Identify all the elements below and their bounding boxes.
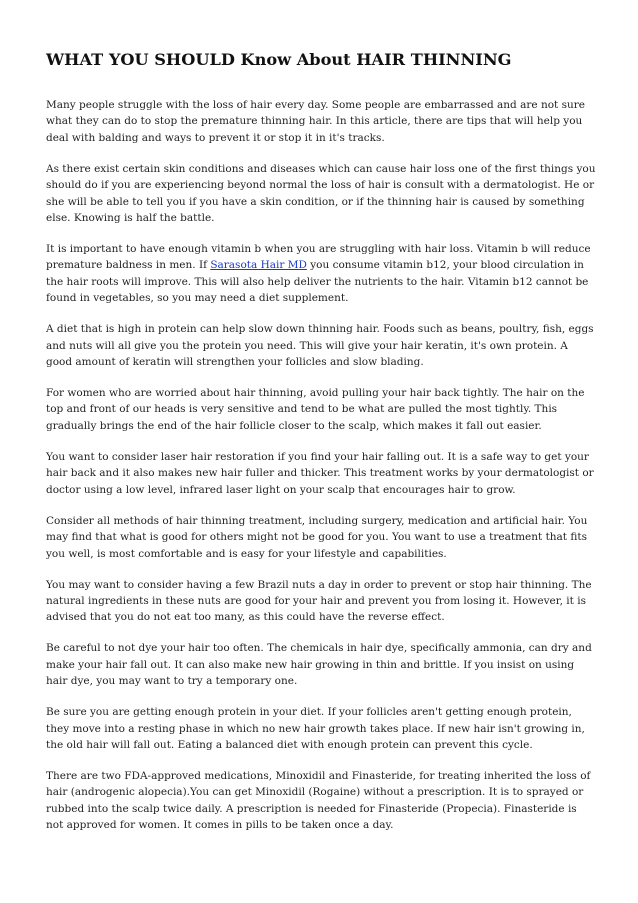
document-page bbox=[46, 50, 596, 848]
paragraph-treatment-methods: Consider all methods of hair thinning treatment, including surgery, medication and artificial hair. You may find that what is good for others might not be good for you. You want to use a treatment that fits you well, is most comfortable and is easy for your lifestyle and capabilities. bbox=[46, 514, 588, 560]
paragraph-women: For women who are worried about hair thinning, avoid pulling your hair back tightly. The hair on the top and front of our heads is very sensitive and tend to be what are pulled the most tightly. This gradually brings the end of the hair follicle closer to the scalp, which makes it fall out easier. bbox=[46, 387, 585, 432]
paragraph-vitamin-b-after: you consume vitamin b12, your blood circulation in the hair roots will improve. This will also help deliver the nutrients to the hair. Vitamin b12 cannot be found in vegetables, so you may need a diet supplement. bbox=[46, 259, 589, 305]
paragraph-laser: You want to consider laser hair restoration if you find your hair falling out. It is a safe way to get your hair back and it also makes new hair fuller and thicker. This treatment works by your dermatologist or doctor using a low level, infrared laser light on your scalp that encourages hair to grow. bbox=[46, 450, 594, 496]
paragraph-dermatologist: As there exist certain skin conditions and diseases which can cause hair loss one of the first things you should do if you are experiencing beyond normal the loss of hair is consult with a dermatologist. He or she will be able to tell you if you have a skin condition, or if the thinning hair is caused by something else. Knowing is half the battle. bbox=[46, 162, 596, 225]
paragraph-brazil-nuts: You may want to consider having a few Brazil nuts a day in order to prevent or stop hair thinning. The natural ingredients in these nuts are good for your hair and prevent you from losing it. However, it is advised that you do not eat too many, as this could have the reverse effect. bbox=[46, 578, 592, 624]
paragraph-vitamin-b-before: It is important to have enough vitamin b when you are struggling with hair loss. Vitamin b will reduce premature baldness in men. If bbox=[46, 243, 591, 272]
paragraph-intro: Many people struggle with the loss of hair every day. Some people are embarrassed and are not sure what they can do to stop the premature thinning hair. In this article, there are tips that will help you deal with balding and ways to prevent it or stop it in it's tracks. bbox=[46, 99, 585, 144]
document-title: WHAT YOU SHOULD Know About HAIR THINNING bbox=[46, 50, 512, 69]
paragraph-vitamin-b bbox=[46, 241, 596, 307]
paragraph-fda-medications: There are two FDA-approved medications, Minoxidil and Finasteride, for treating inherited the loss of hair (androgenic alopecia).You can get Minoxidil (Rogaine) without a prescription. It is to sprayed or rubbed into the scalp twice daily. A prescription is needed for Finasteride (Propecia). Finasteride is not approved for women. It comes in pills to be taken once a day. bbox=[46, 769, 591, 832]
paragraph-protein-diet: A diet that is high in protein can help slow down thinning hair. Foods such as beans, poultry, fish, eggs and nuts will all give you the protein you need. This will give your hair keratin, it's own protein. A good amount of keratin will strengthen your follicles and slow blading. bbox=[46, 323, 594, 369]
sarasota-hair-md-link[interactable]: Sarasota Hair MD bbox=[210, 259, 307, 272]
paragraph-hair-dye: Be careful to not dye your hair too often. The chemicals in hair dye, specifically ammonia, can dry and make your hair fall out. It can also make new hair growing in thin and brittle. If you insist on using hair dye, you may want to try a temporary one. bbox=[46, 642, 592, 688]
paragraph-protein-follicles: Be sure you are getting enough protein in your diet. If your follicles aren't getting enough protein, they move into a resting phase in which no new hair growth takes place. If new hair isn't growing in, the old hair will fall out. Eating a balanced diet with enough protein can prevent this cycle. bbox=[46, 706, 585, 751]
